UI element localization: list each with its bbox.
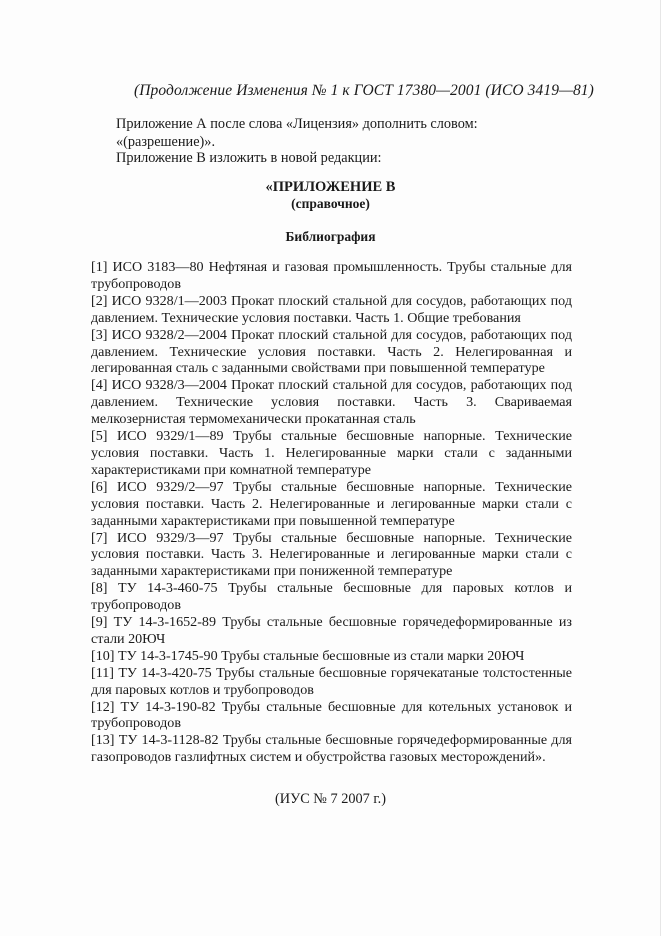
paragraph-text: Приложение В изложить в новой редакции:	[116, 150, 382, 166]
reference-item: [8] ТУ 14-3-460-75 Трубы стальные бесшовные для паровых котлов и трубопроводов	[91, 580, 572, 614]
appendix-title: «ПРИЛОЖЕНИЕ В	[265, 179, 396, 195]
reference-item: [1] ИСО 3183—80 Нефтяная и газовая промышленность. Трубы стальные для трубопроводов	[91, 259, 572, 292]
reference-item: [6] ИСО 9329/2—97 Трубы стальные бесшовные напорные. Технические условия поставки. Часть 2. Нелегированные и легированные марки стали с заданными характеристиками при повышенной температуре	[91, 478, 572, 529]
reference-item: [12] ТУ 14-3-190-82 Трубы стальные бесшовные для котельных установок и трубопроводов	[91, 698, 572, 732]
reference-item: [11] ТУ 14-3-420-75 Трубы стальные бесшовные горячекатаные толстостенные для паровых котлов и трубопроводов	[91, 664, 572, 698]
reference-item: [5] ИСО 9329/1—89 Трубы стальные бесшовные напорные. Технические условия поставки. Часть 1. Нелегированные марки стали с заданными характеристиками при комнатной температуре	[91, 428, 572, 478]
reference-item: [4] ИСО 9328/3—2004 Прокат плоский стальной для сосудов, работающих под давлением. Технические условия поставки. Часть 3. Свариваемая мелкозернистая термомеханически прокатанная сталь	[91, 377, 572, 428]
ius-footer: (ИУС № 7 2007 г.)	[274, 791, 386, 807]
paragraph-text: Приложение А после слова «Лицензия» дополнить словом: «(разрешение)».	[116, 116, 478, 150]
bibliography-list	[91, 259, 572, 766]
reference-item: [10] ТУ 14-3-1745-90 Трубы стальные бесшовные из стали марки 20ЮЧ	[91, 647, 525, 664]
reference-item: [2] ИСО 9328/1—2003 Прокат плоский стальной для сосудов, работающих под давлением. Технические условия поставки. Часть 1. Общие требования	[91, 292, 572, 326]
running-header: (Продолжение Изменения № 1 к ГОСТ 17380—2001 (ИСО 3419—81)	[134, 82, 594, 99]
reference-item: [3] ИСО 9328/2—2004 Прокат плоский стальной для сосудов, работающих под давлением. Технические условия поставки. Часть 2. Нелегированная и легированная сталь с заданными свойствами при повышенной температуре	[91, 326, 572, 377]
appendix-subtitle: (справочное)	[291, 196, 370, 211]
reference-item: [9] ТУ 14-3-1652-89 Трубы стальные бесшовные горячедеформированные из стали 20ЮЧ	[91, 614, 572, 647]
paragraph-appendix-b	[91, 150, 571, 168]
bibliography-heading: Библиография	[285, 229, 376, 244]
reference-item: [13] ТУ 14-3-1128-82 Трубы стальные бесшовные горячедеформированные для газопроводов газлифтных систем и обустройства газовых месторождений».	[91, 732, 572, 766]
reference-item: [7] ИСО 9329/3—97 Трубы стальные бесшовные напорные. Технические условия поставки. Часть 3. Нелегированные и легированные марки стали с заданными характеристиками при пониженной температуре	[91, 529, 572, 580]
paragraph-appendix-a	[91, 116, 571, 151]
